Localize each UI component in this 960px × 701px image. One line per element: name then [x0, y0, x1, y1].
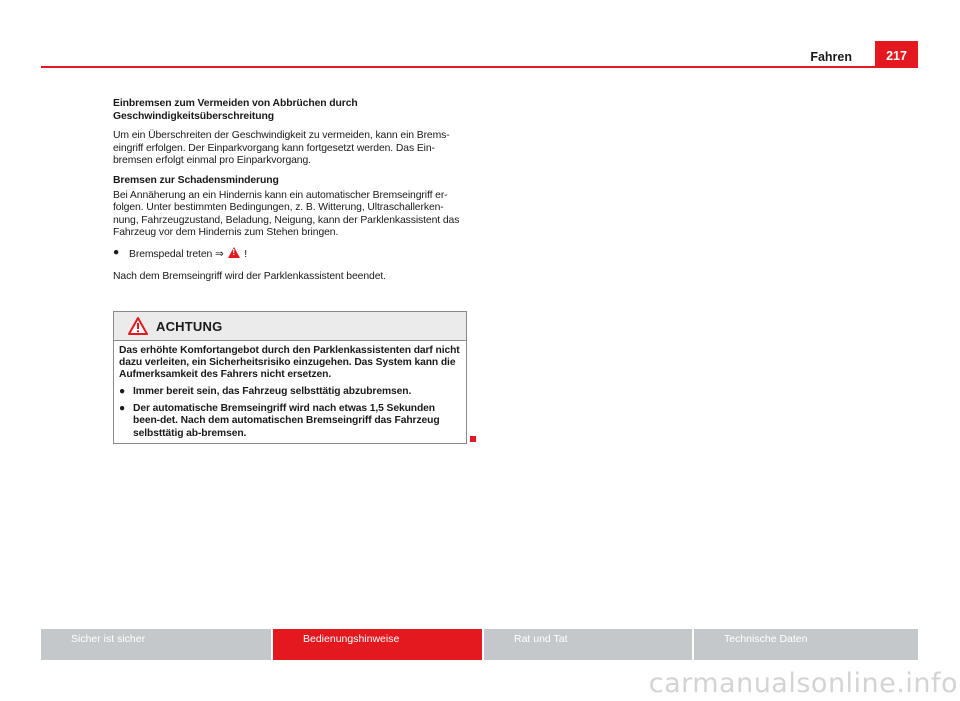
list-item	[113, 247, 463, 262]
bullet-text-wrapper	[129, 247, 247, 262]
section-text-einbremsen: Um ein Überschreiten der Geschwindigkeit zu vermeiden, kann ein Brems-eingriff erfolgen. Der Einparkvorgang kann fortgesetzt werden. Das Ein-bremsen erfolgt einmal pro Einparkvorgang.	[113, 130, 450, 167]
page-number: 217	[875, 41, 918, 68]
main-content	[113, 98, 463, 290]
watermark: carmanualsonline.info	[648, 668, 958, 699]
warning-box	[113, 311, 467, 444]
list-item	[119, 403, 461, 439]
warning-header	[114, 312, 466, 341]
footer-tab-sicher[interactable]: Sicher ist sicher	[41, 629, 271, 660]
bullet-dot: ●	[119, 386, 126, 398]
footer-tab-bedienungshinweise[interactable]: Bedienungshinweise	[273, 629, 482, 660]
bullet-suffix: !	[244, 248, 247, 260]
bullet-dot: ●	[113, 246, 120, 258]
chapter-title: Fahren	[810, 50, 852, 64]
section-heading-einbremsen: Einbremsen zum Vermeiden von Abbrüchen durch Geschwindigkeitsüberschreitung	[113, 98, 358, 122]
warning-intro: Das erhöhte Komfortangebot durch den Parklenkassistenten darf nicht dazu verleiten, ein Sicherheitsrisiko einzugehen. Das System kann die Aufmerksamkeit des Fahrers nicht ersetzen.	[119, 345, 460, 381]
warning-title: ACHTUNG	[156, 318, 223, 334]
section-heading-schadensminderung: Bremsen zur Schadensminderung	[113, 174, 279, 186]
warning-bullet-text: Immer bereit sein, das Fahrzeug selbsttätig abzubremsen.	[133, 386, 412, 398]
closing-text: Nach dem Bremseingriff wird der Parklenkassistent beendet.	[113, 270, 386, 282]
warning-triangle-icon[interactable]	[228, 247, 240, 258]
footer-tab-technische-daten[interactable]: Technische Daten	[694, 629, 918, 660]
warning-triangle-icon	[128, 317, 148, 335]
bullet-dot: ●	[119, 403, 126, 415]
bullet-text: Bremspedal treten ⇒	[129, 248, 224, 260]
warning-body	[114, 341, 466, 440]
header-rule	[41, 66, 918, 68]
section-text-schadensminderung: Bei Annäherung an ein Hindernis kann ein automatischer Bremseingriff er-folgen. Unter bestimmten Bedingungen, z. B. Witterung, Ultraschallerken-nung, Fahrzeugzustand, Beladung, Neigung, kann der Parklenkassistent das Fahrzeug vor dem Hindernis zum Stehen bringen.	[113, 189, 460, 239]
footer-tab-rat-und-tat[interactable]: Rat und Tat	[484, 629, 692, 660]
section-end-marker	[470, 436, 476, 442]
footer-nav	[41, 629, 918, 660]
warning-bullet-text: Der automatische Bremseingriff wird nach etwas 1,5 Sekunden been-det. Nach dem automatischen Bremseingriff das Fahrzeug selbsttätig ab-bremsen.	[133, 403, 440, 439]
list-item	[119, 386, 461, 398]
